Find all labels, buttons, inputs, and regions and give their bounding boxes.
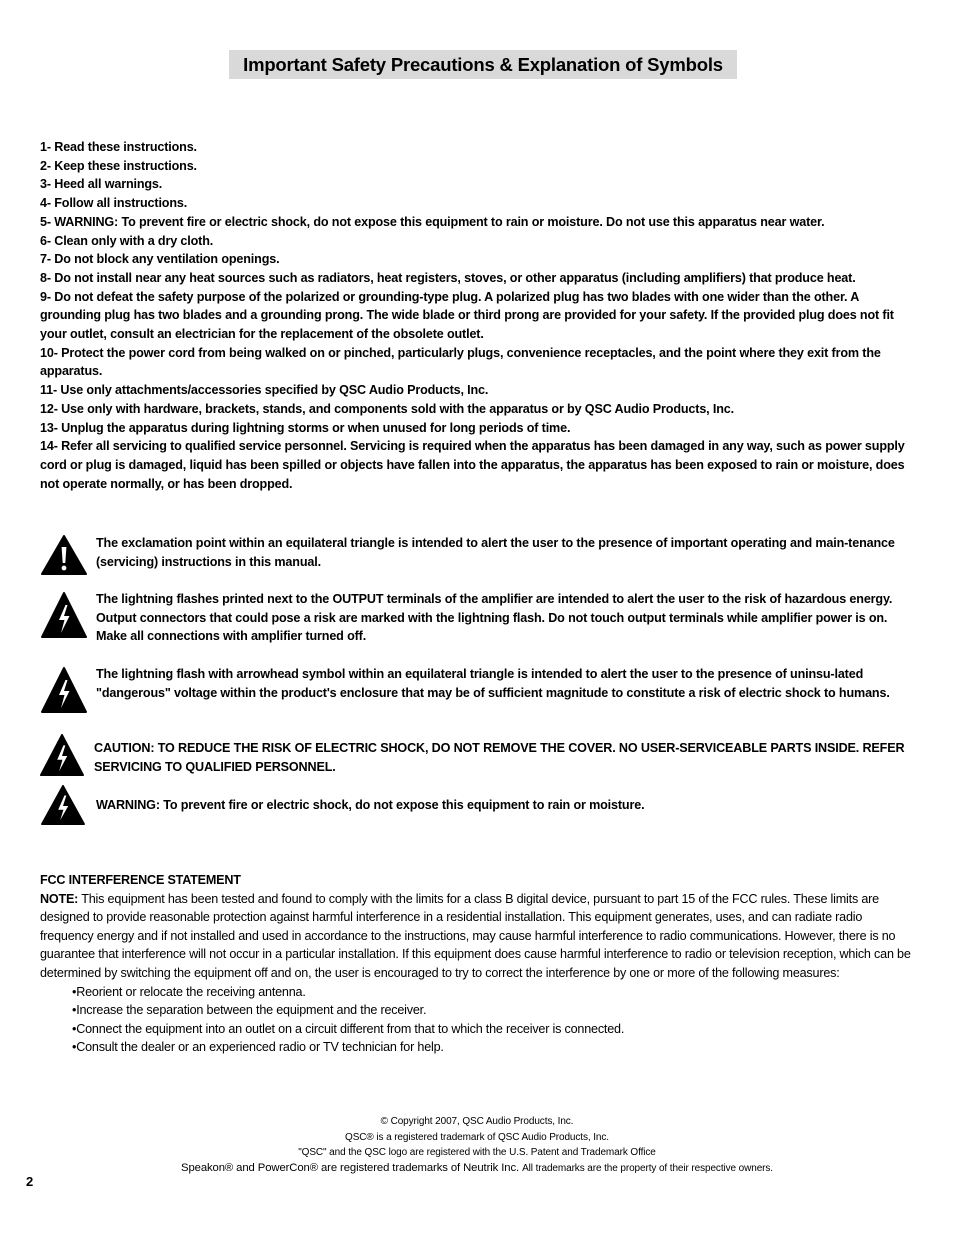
list-item: •Consult the dealer or an experienced radio or TV technician for help. [72, 1040, 444, 1055]
symbol-description: The exclamation point within an equilateral triangle is intended to alert the user to the presence of important operating and main-tenance (servicing) instructions in this manual. [96, 536, 895, 569]
symbol-description: WARNING: To prevent fire or electric shock, do not expose this equipment to rain or moisture. [96, 798, 645, 812]
trademark-small-text: All trademarks are the property of their respective owners. [522, 1162, 773, 1174]
trademark-line: QSC® is a registered trademark of QSC Audio Products, Inc. [345, 1131, 609, 1143]
exclamation-triangle-icon [40, 534, 88, 576]
instruction-item: 7- Do not block any ventilation openings. [40, 252, 280, 267]
instruction-item: 8- Do not install near any heat sources such as radiators, heat registers, stoves, or other apparatus (including amplifiers) that produce heat. [40, 270, 856, 285]
lightning-triangle-icon [39, 733, 85, 777]
copyright-footer [100, 1114, 854, 1176]
trademark-main-text: Speakon® and PowerCon® are registered trademarks of Neutrik Inc. [181, 1161, 520, 1174]
list-item: •Reorient or relocate the receiving antenna. [72, 984, 306, 999]
instruction-item: 5- WARNING: To prevent fire or electric shock, do not expose this equipment to rain or moisture. Do not use this apparatus near water. [40, 214, 825, 229]
page-number: 2 [26, 1174, 34, 1189]
symbol-description: The lightning flash with arrowhead symbol within an equilateral triangle is intended to alert the user to the presence of uninsu-lated "dangerous" voltage within the product's enclosure that may be of sufficient magnitude to constitute a risk of electric shock to humans. [96, 667, 890, 700]
fcc-statement [40, 871, 915, 1057]
lightning-triangle-icon [40, 784, 86, 826]
instruction-item: 11- Use only attachments/accessories specified by QSC Audio Products, Inc. [40, 383, 489, 398]
instruction-item: 4- Follow all instructions. [40, 196, 188, 211]
instruction-item: 12- Use only with hardware, brackets, stands, and components sold with the apparatus or by QSC Audio Products, Inc. [40, 401, 734, 416]
list-item: •Increase the separation between the equipment and the receiver. [72, 1003, 427, 1018]
instruction-item: 1- Read these instructions. [40, 140, 197, 154]
page-title: Important Safety Precautions & Explanation of Symbols [243, 53, 723, 75]
instruction-item: 6- Clean only with a dry cloth. [40, 233, 214, 248]
symbol-description: CAUTION: TO REDUCE THE RISK OF ELECTRIC SHOCK, DO NOT REMOVE THE COVER. NO USER-SERVICEABLE PARTS INSIDE. REFER SERVICING TO QUALIFIED PERSONNEL. [94, 741, 905, 774]
lightning-arrow-triangle-icon [40, 666, 88, 714]
symbol-description: The lightning flashes printed next to the OUTPUT terminals of the amplifier are intended to alert the user to the risk of hazardous energy. Output connectors that could pose a risk are marked with the lightning flash. Do not touch output terminals while amplifier power is on. Make all connections with amplifier turned off. [96, 592, 893, 644]
note-label: NOTE: [40, 891, 79, 906]
trademark-line [100, 1161, 854, 1177]
instruction-item: 14- Refer all servicing to qualified service personnel. Servicing is required when the apparatus has been damaged in any way, such as power supply cord or plug is damaged, liquid has been spilled or objects have fallen into the apparatus, the apparatus has been exposed to rain or moisture, does not operate normally, or has been dropped. [40, 439, 905, 491]
instruction-item: 9- Do not defeat the safety purpose of the polarized or grounding-type plug. A polarized plug has two blades with one wider than the other. A grounding plug has two blades and a grounding prong. The wide blade or third prong are provided for your safety. If the provided plug does not fit your outlet, consult an electrician for the replacement of the obsolete outlet. [40, 289, 894, 342]
page-title-box [229, 50, 737, 79]
instruction-item: 3- Heed all warnings. [40, 177, 163, 192]
trademark-line: "QSC" and the QSC logo are registered with the U.S. Patent and Trademark Office [298, 1147, 656, 1158]
safety-instructions-list [40, 138, 920, 493]
instruction-item: 2- Keep these instructions. [40, 158, 197, 173]
fcc-note [40, 890, 915, 983]
lightning-triangle-icon [40, 591, 88, 639]
list-item: •Connect the equipment into an outlet on a circuit different from that to which the receiver is connected. [72, 1021, 625, 1036]
copyright-line: © Copyright 2007, QSC Audio Products, Inc. [380, 1116, 574, 1127]
fcc-measures-list [40, 983, 915, 1057]
note-text: This equipment has been tested and found to comply with the limits for a class B digital device, pursuant to part 15 of the FCC rules. These limits are designed to provide reasonable protection against harmful interference in a residential installation. This equipment generates, uses, and can radiate radio frequency energy and if not installed and used in accordance to the instructions, may cause harmful interference to radio communications. However, there is no guarantee that interference will not occur in a particular installation. If this equipment does cause harmful interference to radio or television reception, which can be determined by switching the equipment off and on, the user is encouraged to try to correct the interference by one or more of the following measures: [40, 891, 911, 980]
instruction-item: 13- Unplug the apparatus during lightning storms or when unused for long periods of time. [40, 420, 571, 435]
instruction-item: 10- Protect the power cord from being walked on or pinched, particularly plugs, convenience receptacles, and the point where they exit from the apparatus. [40, 345, 881, 379]
fcc-title: FCC INTERFERENCE STATEMENT [40, 873, 241, 887]
